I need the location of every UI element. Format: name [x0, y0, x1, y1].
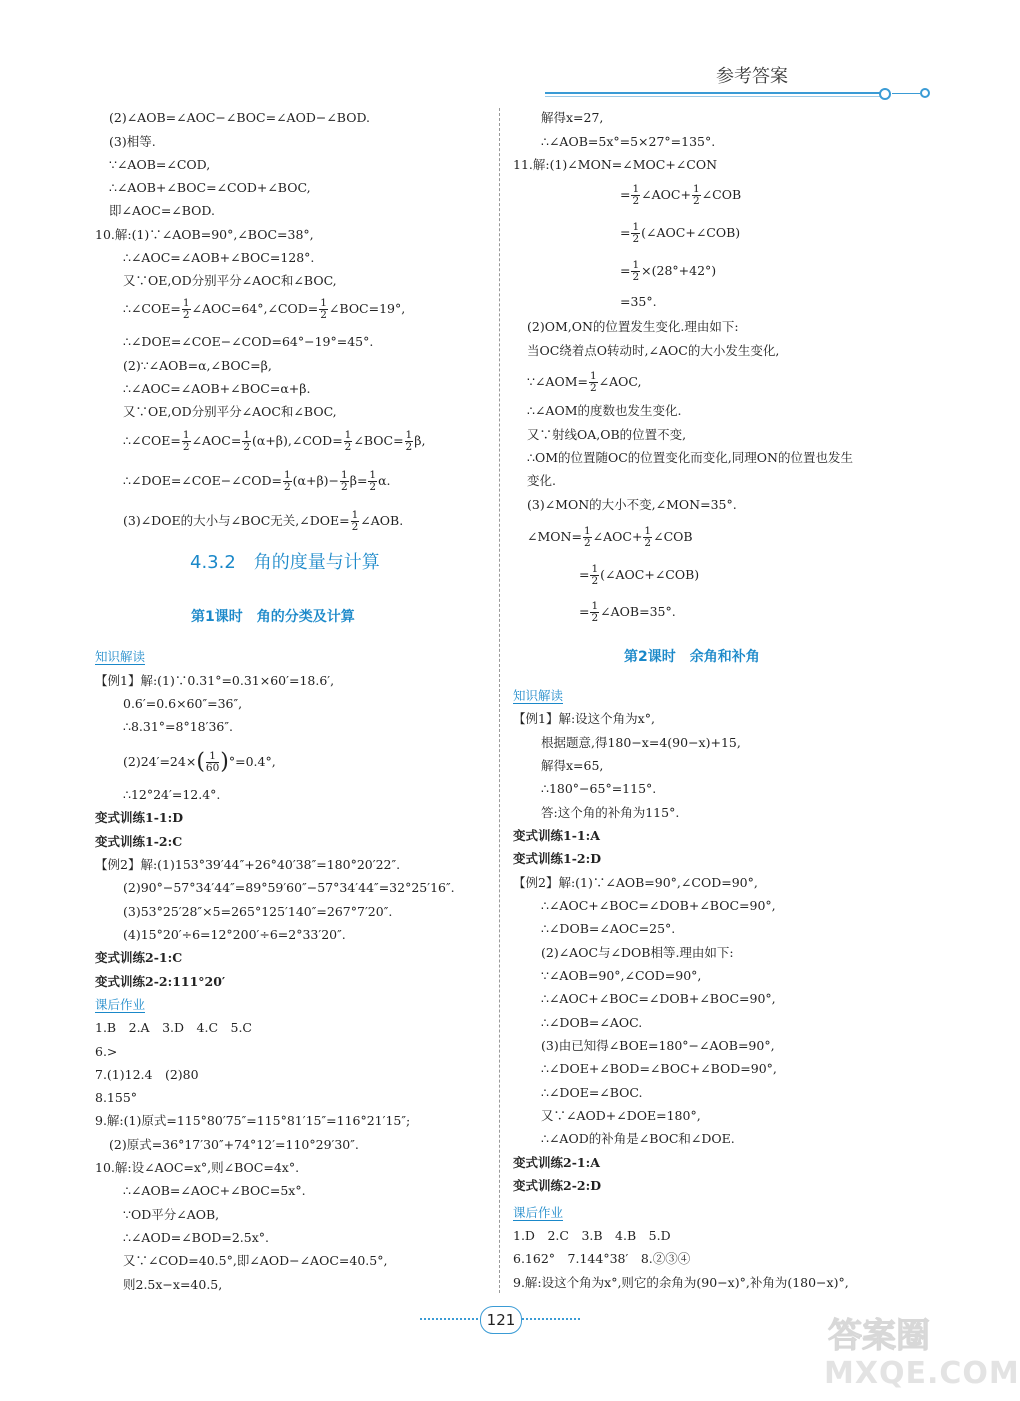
tag-knowledge: 知识解读 [513, 688, 564, 703]
example-line: ∴∠AOC+∠BOC=∠DOB+∠BOC=90°, [541, 898, 776, 913]
lesson-title: 第1课时 角的分类及计算 [191, 609, 355, 625]
fraction-line: (3)∠DOE的大小与∠BOC无关,∠DOE= $\frac{1}{2}$ ∠AOB. [123, 509, 404, 533]
answer-line: 变化. [527, 473, 556, 488]
header-rule [545, 92, 885, 94]
answer-line: 10.解:(1)∵∠AOB=90°,∠BOC=38°, [95, 227, 314, 242]
example-line: (2)∠AOC与∠DOB相等.理由如下: [541, 945, 734, 960]
example-line: 又∵∠AOD+∠DOE=180°, [541, 1108, 701, 1123]
example-line: 【例1】解:(1)∵0.31°=0.31×60′=18.6′, [95, 673, 335, 688]
answer-line: ∴∠AOB+∠BOC=∠COD+∠BOC, [109, 180, 311, 195]
answer-line: ∴∠AOB=5x°=5×27°=135°. [541, 134, 716, 149]
example-line: ∴∠DOB=∠AOC. [541, 1015, 643, 1030]
fraction-line: ∴∠DOE=∠COE−∠COD= $\frac{1}{2}$ (α+β)− $\frac{1}{2}$ β= $\frac{1}{2}$ α. [123, 469, 391, 493]
homework-line: 1.B 2.A 3.D 4.C 5.C [95, 1020, 252, 1035]
fraction: $\frac{1}{2}$ [182, 429, 190, 453]
example-line: 根据题意,得180−x=4(90−x)+15, [541, 735, 741, 750]
svg-text:答案圈: 答案圈 [828, 1316, 930, 1356]
header-connector [892, 93, 920, 94]
answer-line: (2)∵∠AOB=α,∠BOC=β, [123, 358, 272, 373]
homework-line: 6.> [95, 1044, 118, 1059]
answer-line: ∴∠AOC=∠AOB+∠BOC=128°. [123, 250, 315, 265]
fraction-line: = $\frac{1}{2}$ (∠AOC+∠COB) [620, 221, 741, 245]
fraction-line: = $\frac{1}{2}$ ∠AOC+ $\frac{1}{2}$ ∠COB [620, 183, 742, 207]
fraction: $\frac{1}{2}$ [591, 600, 599, 624]
example-line: (3)由已知得∠BOE=180°−∠AOB=90°, [541, 1038, 775, 1053]
variant-answer: 变式训练2-2:D [513, 1178, 602, 1193]
fraction-line: = $\frac{1}{2}$ ×(28°+42°) [620, 259, 717, 283]
example-line: 解得x=65, [541, 758, 604, 773]
answer-line: 又∵OE,OD分别平分∠AOC和∠BOC, [123, 404, 337, 419]
lesson-title: 第2课时 余角和补角 [624, 649, 760, 665]
example-line: (4)15°20′÷6=12°200′÷6=2°33′20″. [123, 927, 346, 942]
homework-line: 7.(1)12.4 (2)80 [95, 1067, 199, 1082]
answer-line: (2)OM,ON的位置发生变化.理由如下: [527, 319, 739, 334]
variant-answer: 变式训练2-2:111°20′ [95, 974, 226, 989]
example-line: (2)90°−57°34′44″=89°59′60″−57°34′44″=32°25′16″. [123, 880, 455, 895]
variant-answer: 变式训练1-1:D [95, 810, 184, 825]
answer-line: (3)相等. [109, 134, 156, 149]
answer-line: 又∵OE,OD分别平分∠AOC和∠BOC, [123, 273, 337, 288]
fraction: $\frac{1}{2}$ [589, 370, 597, 394]
page-number-dots-right [522, 1318, 580, 1320]
page-number-dots-left [420, 1318, 478, 1320]
example-line: ∴∠DOE=∠BOC. [541, 1085, 643, 1100]
answer-line: ∴∠AOM的度数也发生变化. [527, 403, 682, 418]
homework-line: ∴∠AOD=∠BOD=2.5x°. [123, 1230, 269, 1245]
watermark-url: MXQE.COM [824, 1356, 1020, 1391]
example-line: 【例2】解:(1)∵∠AOB=90°,∠COD=90°, [513, 875, 758, 890]
column-divider [499, 108, 500, 1293]
fraction: $\frac{1}{2}$ [344, 429, 352, 453]
answer-line: 解得x=27, [541, 110, 604, 125]
fraction-line: ∴∠COE= $\frac{1}{2}$ ∠AOC=64°,∠COD= $\frac{1}{2}$ ∠BOC=19°, [123, 297, 406, 321]
header-rule-thin [545, 96, 885, 97]
example-line: ∵∠AOB=90°,∠COD=90°, [541, 968, 702, 983]
fraction-line: = $\frac{1}{2}$ (∠AOC+∠COB) [579, 563, 700, 587]
variant-answer: 变式训练1-1:A [513, 828, 600, 843]
section-title: 4.3.2 角的度量与计算 [190, 552, 380, 573]
fraction: $\frac{1}{60}$ [205, 750, 220, 774]
example-line: ∴∠AOD的补角是∠BOC和∠DOE. [541, 1131, 735, 1146]
header-dot-icon [879, 88, 891, 100]
example-line: ∴8.31°=8°18′36″. [123, 719, 234, 734]
homework-line: 6.162° 7.144°38′ 8.②③④ [513, 1251, 691, 1266]
answer-line: (2)∠AOB=∠AOC−∠BOC=∠AOD−∠BOD. [109, 110, 371, 125]
example-line: 【例1】解:设这个角为x°, [513, 711, 655, 726]
example-line: ∴180°−65°=115°. [541, 781, 657, 796]
example-line: (3)53°25′28″×5=265°125′140″=267°7′20″. [123, 904, 393, 919]
homework-line: 10.解:设∠AOC=x°,则∠BOC=4x°. [95, 1160, 300, 1175]
fraction-line: ∠MON= $\frac{1}{2}$ ∠AOC+ $\frac{1}{2}$ ∠COB [527, 525, 693, 549]
homework-line: 9.解:设这个角为x°,则它的余角为(90−x)°,补角为(180−x)°, [513, 1275, 849, 1290]
fraction: $\frac{1}{2}$ [591, 563, 599, 587]
fraction: $\frac{1}{2}$ [405, 429, 413, 453]
example-line: ∴∠DOE+∠BOD=∠BOC+∠BOD=90°, [541, 1061, 777, 1076]
answer-line: 当OC绕着点O转动时,∠AOC的大小发生变化, [527, 343, 780, 358]
fraction-line: (2)24′=24×( $\frac{1}{60}$ )°=0.4°, [123, 749, 276, 775]
answer-line: 即∠AOC=∠BOD. [109, 203, 215, 218]
answer-line: =35°. [620, 294, 657, 309]
fraction-line: ∵∠AOM= $\frac{1}{2}$ ∠AOC, [527, 370, 642, 394]
homework-line: 8.155° [95, 1090, 138, 1105]
fraction: $\frac{1}{2}$ [632, 183, 640, 207]
homework-line: 9.解:(1)原式=115°80′75″=115°81′15″=116°21′15″; [95, 1113, 411, 1128]
fraction: $\frac{1}{2}$ [369, 469, 377, 493]
fraction: $\frac{1}{2}$ [283, 469, 291, 493]
example-line: 答:这个角的补角为115°. [541, 805, 680, 820]
example-line: ∴∠AOC+∠BOC=∠DOB+∠BOC=90°, [541, 991, 776, 1006]
answer-line: 11.解:(1)∠MON=∠MOC+∠CON [513, 157, 718, 172]
fraction: $\frac{1}{2}$ [632, 221, 640, 245]
tag-homework: 课后作业 [95, 997, 146, 1012]
tag-knowledge: 知识解读 [95, 649, 146, 664]
fraction-line: ∴∠COE= $\frac{1}{2}$ ∠AOC= $\frac{1}{2}$ (α+β),∠COD= $\frac{1}{2}$ ∠BOC= $\frac{1}{2}$ β, [123, 429, 426, 453]
homework-line: (2)原式=36°17′30″+74°12′=110°29′30″. [109, 1137, 359, 1152]
fraction: $\frac{1}{2}$ [644, 525, 652, 549]
variant-answer: 变式训练1-2:C [95, 834, 183, 849]
answer-line: ∴∠AOC=∠AOB+∠BOC=α+β. [123, 381, 311, 396]
fraction: $\frac{1}{2}$ [583, 525, 591, 549]
answer-line: ∵∠AOB=∠COD, [109, 157, 211, 172]
homework-line: 1.D 2.C 3.B 4.B 5.D [513, 1228, 671, 1243]
header-dot-small-icon [920, 88, 930, 98]
answer-line: (3)∠MON的大小不变,∠MON=35°. [527, 497, 737, 512]
header-title: 参考答案 [716, 66, 788, 87]
fraction: $\frac{1}{2}$ [243, 429, 251, 453]
example-line: 【例2】解:(1)153°39′44″+26°40′38″=180°20′22″. [95, 857, 401, 872]
fraction: $\frac{1}{2}$ [341, 469, 348, 493]
variant-answer: 变式训练2-1:C [95, 950, 183, 965]
answer-line: ∴∠DOE=∠COE−∠COD=64°−19°=45°. [123, 334, 374, 349]
variant-answer: 变式训练2-1:A [513, 1155, 600, 1170]
homework-line: ∴∠AOB=∠AOC+∠BOC=5x°. [123, 1183, 306, 1198]
answer-line: ∴OM的位置随OC的位置变化而变化,同理ON的位置也发生 [527, 450, 853, 465]
fraction: $\frac{1}{2}$ [320, 297, 327, 321]
variant-answer: 变式训练1-2:D [513, 851, 602, 866]
example-line: ∴∠DOB=∠AOC=25°. [541, 921, 676, 936]
tag-homework: 课后作业 [513, 1205, 564, 1220]
fraction: $\frac{1}{2}$ [351, 509, 359, 533]
page-number: 121 [480, 1306, 522, 1334]
fraction: $\frac{1}{2}$ [182, 297, 190, 321]
fraction: $\frac{1}{2}$ [692, 183, 700, 207]
example-line: ∴12°24′=12.4°. [123, 787, 221, 802]
answer-line: 又∵射线OA,OB的位置不变, [527, 427, 687, 442]
fraction: $\frac{1}{2}$ [632, 259, 640, 283]
fraction-line: = $\frac{1}{2}$ ∠AOB=35°. [579, 600, 676, 624]
homework-line: 则2.5x−x=40.5, [123, 1277, 223, 1292]
homework-line: 又∵∠COD=40.5°,即∠AOD−∠AOC=40.5°, [123, 1253, 388, 1268]
homework-line: ∵OD平分∠AOB, [123, 1207, 220, 1222]
example-line: 0.6′=0.6×60″=36″, [123, 696, 243, 711]
